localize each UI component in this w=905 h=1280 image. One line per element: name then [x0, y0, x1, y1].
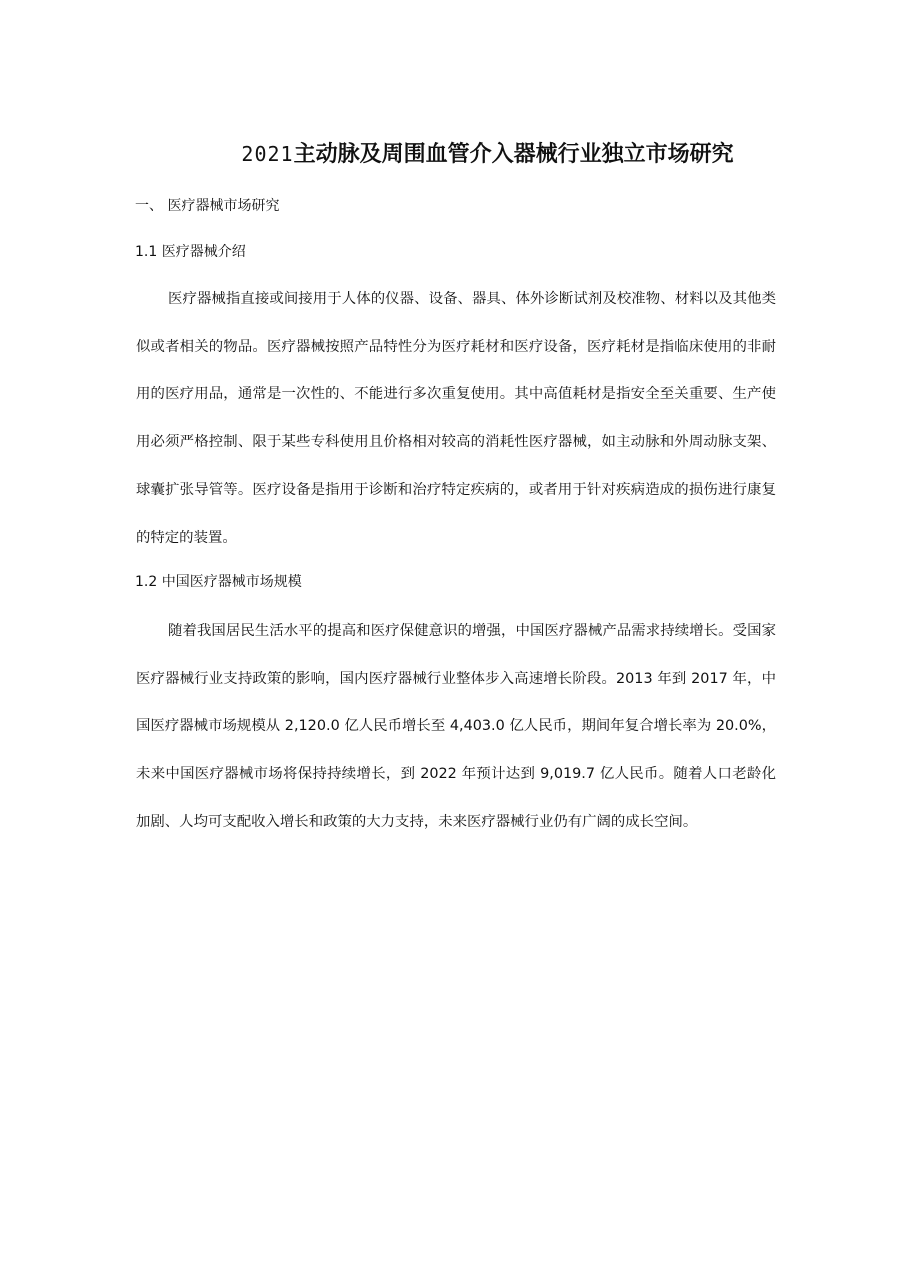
paragraph-market-size: 随着我国居民生活水平的提高和医疗保健意识的增强，中国医疗器械产品需求持续增长。受国家医疗器械行业支持政策的影响，国内医疗器械行业整体步入高速增长阶段。2013 年到 2017 年，中国医疗器械市场规模从 2,120.0 亿人民币增长至 4,403.0 亿人民币，期间年复合增长率为 20.0%，未来中国医疗器械市场将保持持续增长，到 2022 年预计达到 9,019.7 亿人民币。随着人口老龄化加剧、人均可支配收入增长和政策的大力支持，未来医疗器械行业仍有广阔的成长空间。: [136, 623, 776, 830]
document-title: [0, 138, 905, 171]
section-heading-1-1: 1.1 医疗器械介绍: [135, 244, 246, 260]
title-year: 2021: [241, 142, 294, 166]
section-heading-1: 一、 医疗器械市场研究: [135, 198, 280, 214]
section-heading-1-2: 1.2 中国医疗器械市场规模: [135, 574, 302, 590]
title-main: 主动脉及周围血管介入器械行业独立市场研究: [293, 142, 734, 167]
paragraph-medical-device-intro: 医疗器械指直接或间接用于人体的仪器、设备、器具、体外诊断试剂及校准物、材料以及其他类似或者相关的物品。医疗器械按照产品特性分为医疗耗材和医疗设备，医疗耗材是指临床使用的非耐用的医疗用品，通常是一次性的、不能进行多次重复使用。其中高值耗材是指安全至关重要、生产使用必须严格控制、限于某些专科使用且价格相对较高的消耗性医疗器械，如主动脉和外周动脉支架、球囊扩张导管等。医疗设备是指用于诊断和治疗特定疾病的，或者用于针对疾病造成的损伤进行康复的特定的装置。: [136, 291, 776, 546]
